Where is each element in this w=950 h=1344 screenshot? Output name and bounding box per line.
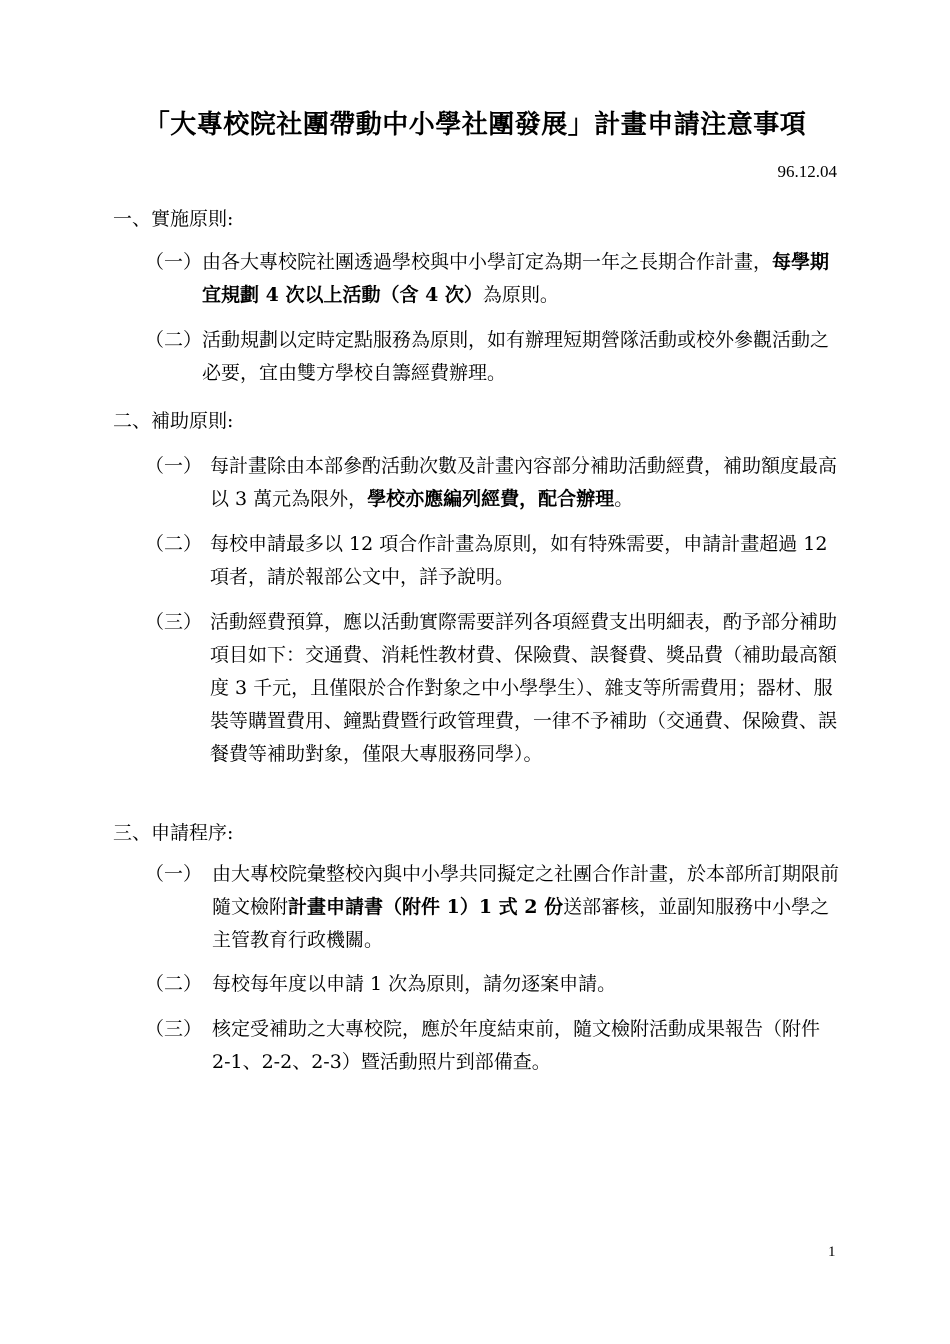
item-number: （一） bbox=[145, 251, 203, 273]
item-text: 每校每年度以申請 1 次為原則，請勿逐案申請。 bbox=[212, 973, 617, 995]
emphasis-text: 每學期宜規劃 4 次以上活動（含 4 次） bbox=[202, 251, 830, 306]
item-number: （二） bbox=[145, 973, 203, 995]
list-item bbox=[145, 246, 837, 312]
list-item bbox=[145, 1013, 837, 1079]
list-item bbox=[145, 968, 837, 1001]
item-text: 活動規劃以定時定點服務為原則，如有辦理短期營隊活動或校外參觀活動之必要，宜由雙方學校自籌經費辦理。 bbox=[202, 329, 830, 384]
item-number: （三） bbox=[145, 611, 203, 633]
list-item bbox=[145, 450, 837, 516]
list-item bbox=[145, 606, 851, 771]
item-number: （二） bbox=[145, 329, 203, 351]
item-number: （三） bbox=[145, 1018, 203, 1040]
section-heading-1: 一、實施原則: bbox=[113, 208, 234, 230]
list-item bbox=[145, 528, 837, 594]
item-number: （一） bbox=[145, 863, 203, 885]
emphasis-text: 學校亦應編列經費，配合辦理 bbox=[367, 488, 615, 510]
section-heading-3: 三、申請程序: bbox=[113, 822, 234, 844]
item-number: （一） bbox=[145, 455, 203, 477]
item-text: 由大專校院彙整校內與中小學共同擬定之社團合作計畫，於本部所訂期限前隨文檢附計畫申請書（附件 1）1 式 2 份送部審核，並副知服務中小學之主管教育行政機關。 bbox=[212, 863, 840, 951]
item-text: 由各大專校院社團透過學校與中小學訂定為期一年之長期合作計畫，每學期宜規劃 4 次以上活動（含 4 次）為原則。 bbox=[202, 251, 830, 306]
item-text: 活動經費預算，應以活動實際需要詳列各項經費支出明細表，酌予部分補助項目如下：交通費、消耗性教材費、保險費、誤餐費、獎品費（補助最高額度 3 千元，且僅限於合作對象之中小學學生）、雜支等所需費用；器材、服裝等購置費用、鐘點費暨行政管理費，一律不予補助（交通費、保險費、誤餐費等補助對象，僅限大專服務同學）。 bbox=[210, 611, 838, 765]
page-number: 1 bbox=[828, 1244, 836, 1260]
list-item bbox=[145, 324, 837, 390]
item-number: （二） bbox=[145, 533, 203, 555]
emphasis-text: 計畫申請書（附件 1）1 式 2 份 bbox=[288, 896, 564, 918]
item-text: 每計畫除由本部參酌活動次數及計畫內容部分補助活動經費，補助額度最高以 3 萬元為限外，學校亦應編列經費，配合辦理。 bbox=[210, 455, 838, 510]
list-item bbox=[145, 858, 847, 957]
document-title: 「大專校院社團帶動中小學社團發展」計畫申請注意事項 bbox=[143, 110, 807, 140]
section-heading-2: 二、補助原則: bbox=[113, 410, 234, 432]
item-text: 每校申請最多以 12 項合作計畫為原則，如有特殊需要，申請計畫超過 12 項者，請於報部公文中，詳予說明。 bbox=[210, 533, 828, 588]
item-text: 核定受補助之大專校院，應於年度結束前，隨文檢附活動成果報告（附件 2-1、2-2、2-3）暨活動照片到部備查。 bbox=[212, 1018, 821, 1073]
document-date: 96.12.04 bbox=[777, 162, 837, 181]
